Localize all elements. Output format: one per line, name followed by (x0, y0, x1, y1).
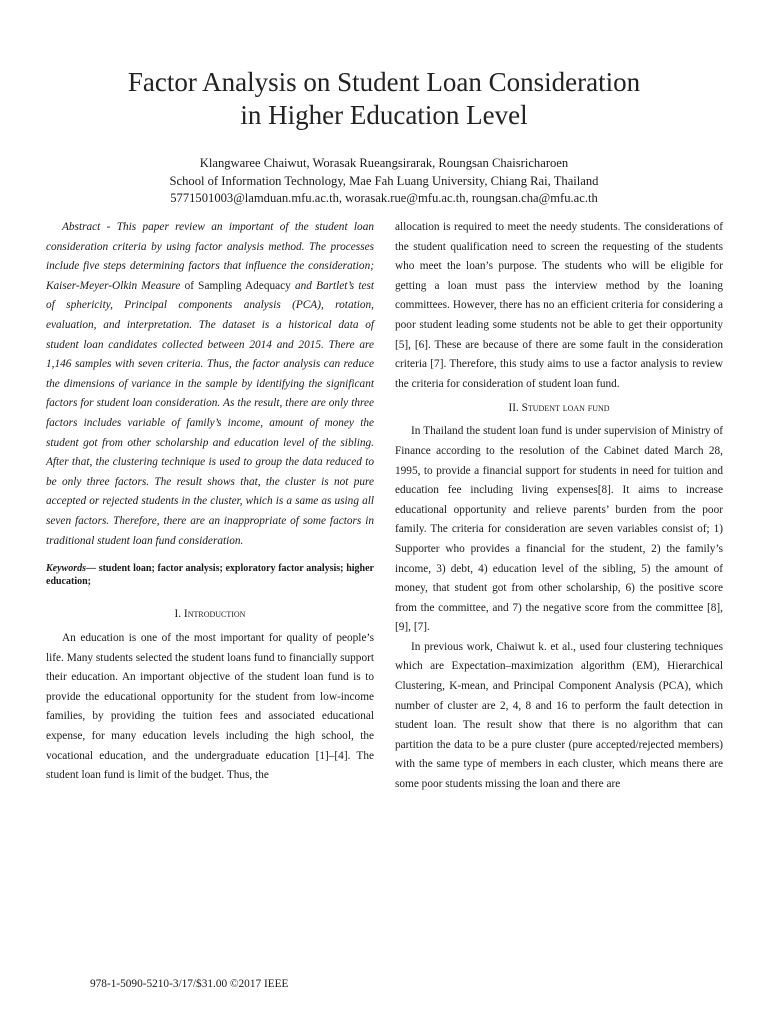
title-line-2: in Higher Education Level (240, 100, 528, 130)
fund-paragraph-2: In previous work, Chaiwut k. et al., used four clustering techniques which are Expectation–maximization algorithm (EM), Hierarchical Clustering, K-mean, and Principal Component Analysis (PCA), which number of cluster are 2, 4, 8 and 16 to perform the fault detection in student loan. The result show that there is no algorithm that can partition the data to be a pure cluster (pure accepted/rejected members) with the same type of members in each cluster, which means there are some poor students missing the loan and there are (395, 640, 723, 791)
author-block (40, 155, 728, 208)
right-column (395, 218, 723, 795)
keywords-text: — student loan; factor analysis; exploratory factor analysis; higher education; (46, 563, 374, 587)
author-emails: 5771501003@lamduan.mfu.ac.th, worasak.rue@mfu.ac.th, roungsan.cha@mfu.ac.th (170, 191, 598, 205)
abstract (46, 218, 374, 551)
fund-paragraph-1: In Thailand the student loan fund is under supervision of Ministry of Finance according to the resolution of the Cabinet dated March 28, 1995, to provide a financial support for students in need for tuition and education fee including living expenses[8]. It aims to increase educational opportunity and relieve parents’ burden from the poor family. The criteria for consideration are seven variables consist of; 1) Supporter who provides a financial for the student, 2) the family’s income, 3) debt, 4) education level of the sibling, 5) the amount of money, that student got from other scholarship, 6) the positive score from the committee, and 7) the negative score from the committee [8], [9], [7]. (395, 425, 723, 634)
keywords-label: Keywords (46, 563, 86, 575)
abstract-part-3: and Bartlet’s test of sphericity, Principal components analysis (PCA), rotation, evaluation, and interpretation. The dataset is a historical data of student loan candidates collected between 2014 and 2015. There are 1,146 samples with seven criteria. Thus, the factor analysis can reduce the dimensions of variance in the sample by identifying the significant factors for student loan consideration. As the result, there are only three factors includes variable of family’s income, amount of money the student got from other scholarship and education level of the sibling. After that, the clustering technique is used to group the data reduced to be only three factors. The result shows that, the cluster is not pure accepted or rejected students in the cluster, which is a same as using all seven factors. Therefore, there are an inappropriate of some factors in traditional student loan fund consideration. (46, 279, 375, 547)
left-column (46, 218, 374, 786)
author-names: Klangwaree Chaiwut, Worasak Rueangsirarak, Roungsan Chaisricharoen (199, 156, 569, 170)
section-heading-student-loan-fund: II. Student loan fund (508, 402, 610, 415)
abstract-part-1: Abstract - This paper review an important of the student loan consideration criteria by using factor analysis method. The processes include five steps determining factors that influence the consideration; Kaiser-Meyer-Olkin Measure (46, 221, 374, 292)
intro-paragraph: An education is one of the most important for quality of people’s life. Many students selected the student loans fund to financially support their education. An important objective of the student loan fund is to provide the educational opportunity for the student from low-income families, by providing the tuition fees and associated educational expense, for many education levels including the high school, the vocational education, and the undergraduate education [1]–[4]. The student loan fund is limit of the budget. Thus, the (46, 632, 374, 782)
section-heading-introduction: I. Introduction (174, 608, 246, 621)
copyright-footer: 978-1-5090-5210-3/17/$31.00 ©2017 IEEE (90, 978, 289, 990)
keywords (46, 563, 374, 588)
affiliation: School of Information Technology, Mae Fah Luang University, Chiang Rai, Thailand (169, 173, 599, 188)
abstract-part-2: of Sampling Adequacy (180, 279, 295, 292)
title-line-1: Factor Analysis on Student Loan Consideration (127, 67, 641, 97)
intro-continuation: allocation is required to meet the needy students. The considerations of the student qualification need to screen the requesting of the students who meet the loan’s purpose. The students who will be eligible for getting a loan must pass the interview method by the loaning committees. However, there has no an efficient criteria for considering a poor student leading some students not be able to get their opportunity [5], [6]. These are because of there are some fault in the consideration criteria [7]. Therefore, this study aims to use a factor analysis to review the criteria for consideration of student loan fund. (395, 221, 723, 390)
paper-title (40, 66, 728, 132)
